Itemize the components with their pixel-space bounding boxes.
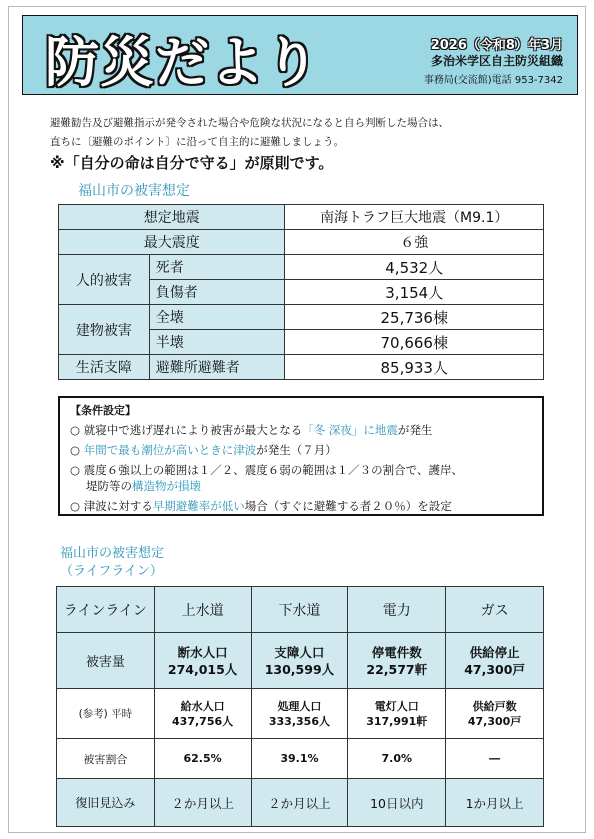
dead-label: 死者	[149, 255, 285, 280]
full-collapse-label: 全壊	[149, 305, 285, 330]
damage-value: 274,015人	[167, 661, 238, 677]
life-impact-label: 生活支障	[59, 355, 150, 380]
issue-date: 2026（令和8）年3月	[430, 38, 563, 53]
reference-title: 処理人口	[277, 699, 322, 713]
recovery-label: 復旧見込み	[57, 779, 155, 827]
intensity-label: 最大震度	[59, 230, 285, 255]
header-cell: 下水道	[251, 587, 348, 633]
damage-cell	[154, 633, 251, 689]
header-banner	[22, 15, 578, 95]
damage-cell	[446, 633, 544, 689]
reference-cell	[251, 689, 348, 739]
shelter-evacuees-value: 85,933人	[285, 355, 544, 380]
condition-highlight: 早期避難率が低い	[152, 499, 245, 513]
recovery-cell: ２か月以上	[154, 779, 251, 827]
dead-value: 4,532人	[285, 255, 544, 280]
injured-value: 3,154人	[285, 280, 544, 305]
table-row	[59, 230, 544, 255]
header-cell: 電力	[348, 587, 446, 633]
intro-text	[50, 114, 550, 152]
section-title-lifeline: 福山市の被害想定	[60, 546, 165, 561]
damage-cell	[251, 633, 348, 689]
table-row	[59, 205, 544, 230]
organization-name: 多治米学区自主防災組織	[430, 54, 563, 68]
ratio-cell: ―	[446, 739, 544, 779]
condition-text: が発生	[397, 423, 433, 437]
damage-title: 停電件数	[371, 644, 422, 660]
header-cell: ラインライン	[57, 587, 155, 633]
building-damage-label: 建物被害	[59, 305, 150, 355]
intro-line-2: 直ちに〔避難のポイント〕に沿って自主的に避難しましょう。	[50, 136, 344, 148]
lifeline-damage-table	[56, 586, 544, 827]
conditions-box	[58, 396, 544, 516]
table-header-row	[57, 587, 544, 633]
reference-value: 333,356人	[268, 714, 330, 728]
condition-text: 堤防等の	[86, 479, 132, 493]
header-cell: ガス	[446, 587, 544, 633]
condition-text: ○ 就寝中で逃げ遅れにより被害が最大となる	[70, 423, 303, 437]
damage-value: 22,577軒	[366, 661, 428, 677]
ratio-cell: 39.1%	[251, 739, 348, 779]
conditions-title: 【条件設定】	[70, 404, 136, 417]
injured-label: 負傷者	[149, 280, 285, 305]
damage-cell	[348, 633, 446, 689]
condition-4	[70, 498, 452, 514]
condition-text: ○ 津波に対する	[70, 499, 153, 513]
office-phone: 事務局(交流館)電話 953-7342	[423, 75, 563, 86]
recovery-cell: ２か月以上	[251, 779, 348, 827]
table-row	[59, 255, 544, 280]
header-cell: 上水道	[154, 587, 251, 633]
reference-value: 437,756人	[172, 714, 234, 728]
condition-2	[70, 442, 337, 458]
newsletter-title: 防災だより	[45, 31, 320, 94]
table-row	[57, 633, 544, 689]
reference-value: 317,991軒	[366, 714, 428, 728]
shelter-evacuees-label: 避難所避難者	[149, 355, 285, 380]
reference-value: 47,300戸	[467, 714, 522, 728]
half-collapse-value: 70,666棟	[285, 330, 544, 355]
condition-text: が発生（７月）	[256, 443, 337, 457]
damage-estimate-table	[58, 204, 544, 380]
half-collapse-label: 半壊	[149, 330, 285, 355]
recovery-cell: 1か月以上	[446, 779, 544, 827]
principle-statement: ※「自分の命は自分で守る」が原則です。	[50, 154, 334, 172]
reference-cell	[446, 689, 544, 739]
intro-line-1: 避難勧告及び避難指示が発令された場合や危険な状況になると自ら判断した場合は、	[50, 117, 449, 129]
human-damage-label: 人的被害	[59, 255, 150, 305]
condition-highlight: 「冬 深夜」に地震	[302, 423, 398, 437]
damage-amount-label: 被害量	[57, 633, 155, 689]
condition-text: ○	[70, 443, 84, 457]
quake-label: 想定地震	[59, 205, 285, 230]
table-row	[57, 739, 544, 779]
quake-value: 南海トラフ巨大地震（M9.1）	[285, 205, 544, 230]
damage-value: 130,599人	[264, 661, 335, 677]
damage-value: 47,300戸	[464, 661, 525, 677]
reference-cell	[348, 689, 446, 739]
section-subtitle-lifeline: （ライフライン）	[60, 564, 163, 579]
damage-title: 支障人口	[274, 644, 325, 660]
condition-highlight: 年間で最も潮位が高いときに津波	[83, 443, 257, 457]
reference-label: (参考) 平時	[57, 689, 155, 739]
recovery-cell: 10日以内	[348, 779, 446, 827]
reference-cell	[154, 689, 251, 739]
intensity-value: ６強	[285, 230, 544, 255]
condition-text: ○ 震度６強以上の範囲は１／２、震度６弱の範囲は１／３の割合で、護岸、	[70, 463, 463, 477]
condition-highlight: 構造物が損壊	[132, 479, 201, 493]
ratio-cell: 7.0%	[348, 739, 446, 779]
condition-1	[70, 422, 432, 438]
table-row	[57, 779, 544, 827]
table-row	[57, 689, 544, 739]
damage-title: 供給停止	[469, 644, 520, 660]
reference-title: 給水人口	[180, 699, 225, 713]
table-row	[59, 355, 544, 380]
reference-title: 電灯人口	[374, 699, 419, 713]
damage-title: 断水人口	[177, 644, 228, 660]
condition-text: 場合（すぐに避難する者２０％）を設定	[244, 499, 452, 513]
ratio-cell: 62.5%	[154, 739, 251, 779]
table-row	[59, 305, 544, 330]
full-collapse-value: 25,736棟	[285, 305, 544, 330]
condition-3	[70, 462, 463, 494]
reference-title: 供給戸数	[472, 699, 517, 713]
damage-ratio-label: 被害割合	[57, 739, 155, 779]
section-title-damage: 福山市の被害想定	[78, 183, 190, 199]
